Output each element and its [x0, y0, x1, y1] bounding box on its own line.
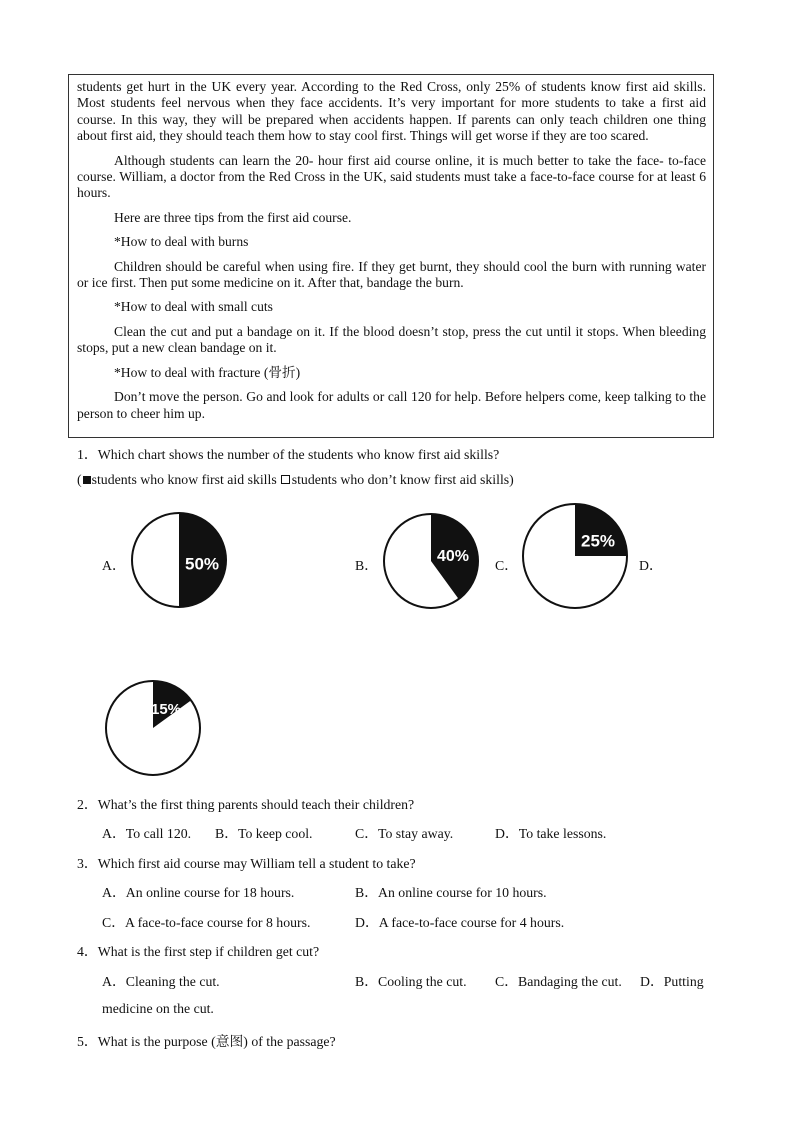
question-2-option-a[interactable]: A．To call 120. — [102, 826, 192, 841]
pie-chart-a — [129, 510, 229, 610]
option-d-label[interactable]: D． — [639, 558, 663, 573]
question-5-stem: 5．What is the purpose (意图) of the passage? — [77, 1034, 336, 1049]
passage-box — [68, 74, 714, 438]
passage-paragraph-3: Here are three tips from the first aid course. — [114, 209, 352, 225]
question-3-option-d[interactable]: D．A face-to-face course for 4 hours. — [355, 915, 565, 930]
question-4-option-a[interactable]: A．Cleaning the cut. — [102, 974, 220, 989]
option-b-label[interactable]: B． — [355, 558, 378, 573]
question-4-option-b[interactable]: B．Cooling the cut. — [355, 974, 467, 989]
pie-b-percent-label: 40% — [436, 548, 470, 566]
question-1-stem: 1．Which chart shows the number of the students who know first aid skills? — [77, 447, 500, 462]
question-2-option-d[interactable]: D．To take lessons. — [495, 826, 607, 841]
pie-d-percent-label: 15% — [150, 700, 182, 718]
question-4-option-c[interactable]: C．Bandaging the cut. — [495, 974, 622, 989]
tip-burns-title: *How to deal with burns — [114, 234, 249, 250]
question-2-stem: 2．What’s the first thing parents should teach their children? — [77, 797, 415, 812]
question-3-option-c[interactable]: C．A face-to-face course for 8 hours. — [102, 915, 311, 930]
pie-a-percent-label: 50% — [184, 554, 220, 574]
question-3-option-b[interactable]: B．An online course for 10 hours. — [355, 885, 547, 900]
legend-filled-square-icon — [83, 476, 91, 484]
legend-close-paren: ) — [509, 472, 514, 487]
question-3-option-a[interactable]: A．An online course for 18 hours. — [102, 885, 295, 900]
tip-fracture-text: Don’t move the person. Go and look for adults or call 120 for help. Before helpers come, keep talking to the person to cheer him up. — [77, 389, 706, 421]
question-2-option-b[interactable]: B．To keep cool. — [215, 826, 313, 841]
question-3-stem: 3．Which first aid course may William tell a student to take? — [77, 856, 416, 871]
option-a-label[interactable]: A． — [102, 558, 126, 573]
question-4-stem: 4．What is the first step if children get cut? — [77, 944, 320, 959]
tip-cuts-title: *How to deal with small cuts — [114, 299, 273, 315]
tip-fracture-title: *How to deal with fracture (骨折) — [114, 364, 301, 380]
legend-hollow-square-icon — [281, 475, 290, 484]
pie-chart-d — [103, 678, 203, 778]
legend-known-label: students who know first aid skills — [91, 472, 277, 487]
tip-cuts-text: Clean the cut and put a bandage on it. If the blood doesn’t stop, press the cut until it stops. When bleeding stops, put a new clean bandage on it. — [77, 323, 706, 356]
passage-paragraph-2: Although students can learn the 20- hour first aid course online, it is much better to take the face- to-face course. William, a doctor from the Red Cross in the UK, said students must take a face-to-face course for at least 6 hours. — [77, 152, 706, 201]
pie-chart-b — [381, 511, 481, 611]
legend-open-paren: ( — [77, 472, 82, 487]
question-2-option-c[interactable]: C．To stay away. — [355, 826, 454, 841]
pie-c-percent-label: 25% — [580, 531, 616, 551]
legend-unknown-label: students who don’t know first aid skills — [291, 472, 510, 487]
option-c-label[interactable]: C． — [495, 558, 518, 573]
tip-burns-text: Children should be careful when using fire. If they get burnt, they should cool the burn with running water or ice first. Then put some medicine on it. After that, bandage the burn. — [77, 258, 706, 291]
question-4-option-d[interactable]: D．Putting — [640, 974, 704, 989]
passage-paragraph-1: students get hurt in the UK every year. According to the Red Cross, only 25% of students know first aid skills. Most students feel nervous when they face accidents. It’s very important for more students to take a first aid course. In this way, they will be prepared when accidents happen. If parents can only teach children one thing about first aid, they should teach them how to stay cool first. Things will get worse if they are too scared. — [77, 79, 706, 144]
question-4-option-d-continued: medicine on the cut. — [102, 1001, 214, 1016]
question-1-legend — [77, 472, 514, 488]
pie-chart-c — [520, 501, 630, 611]
